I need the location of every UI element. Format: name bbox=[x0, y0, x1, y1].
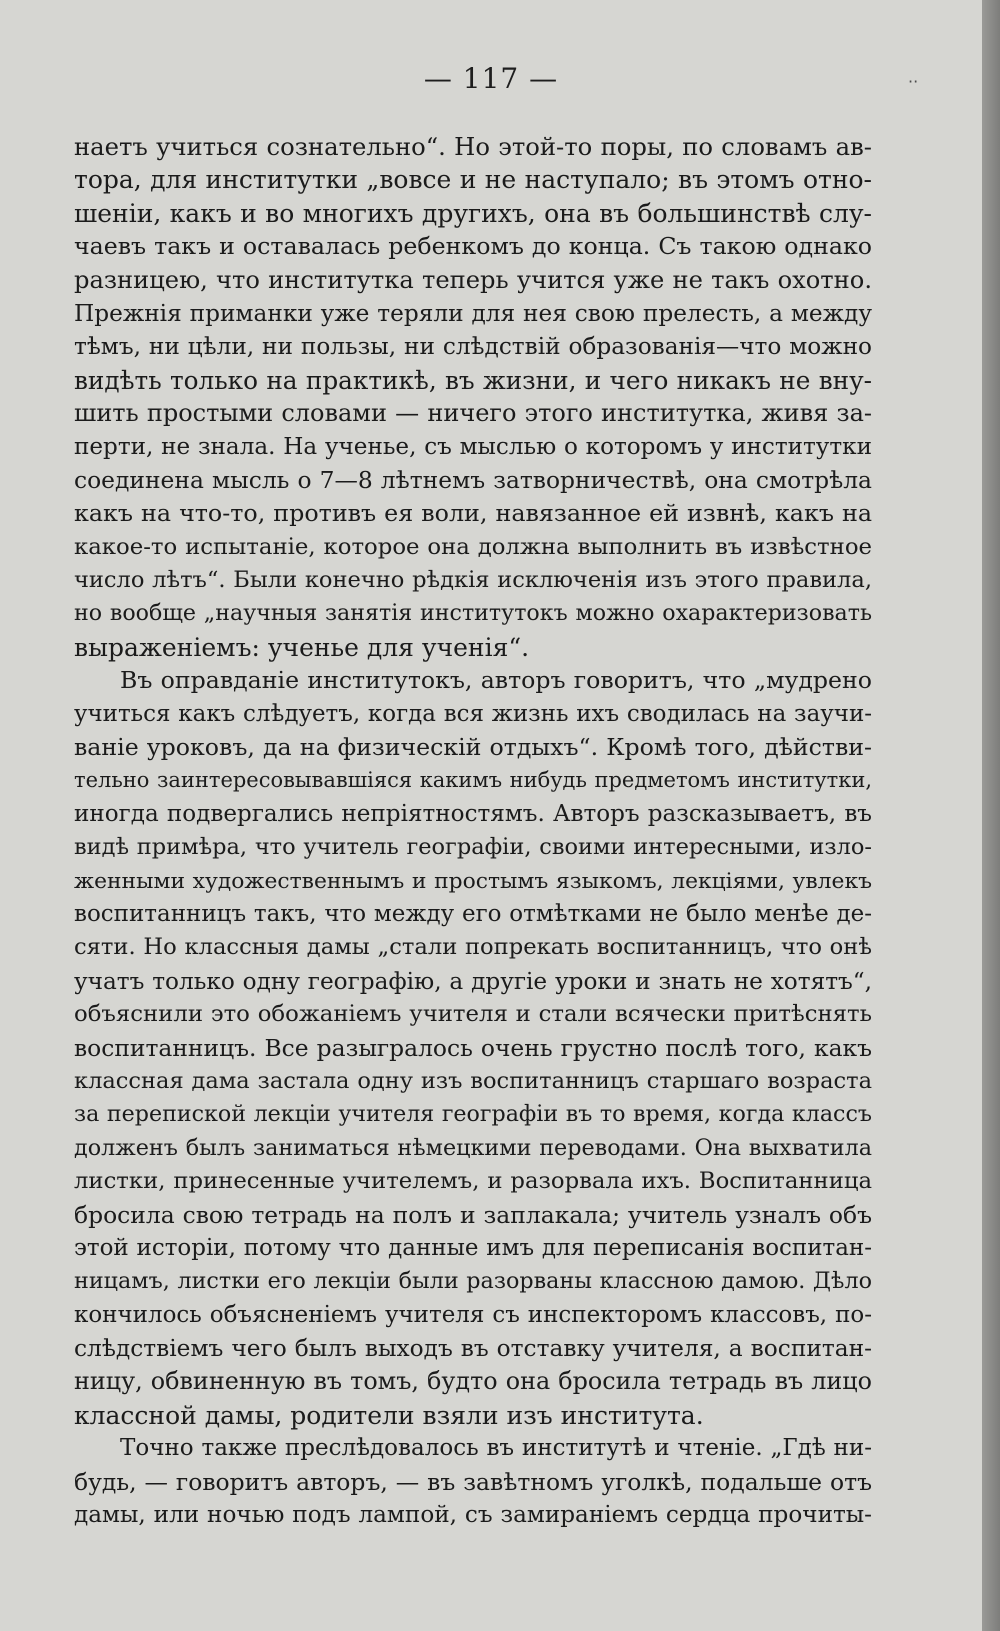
text-line: тѣмъ, ни цѣли, ни пользы, ни слѣдствій образованія—что можно bbox=[74, 333, 872, 361]
text-line: слѣдствіемъ чего былъ выходъ въ отставку учителя, а воспитан- bbox=[74, 1335, 872, 1363]
text-line: ницу, обвиненную въ томъ, будто она бросила тетрадь въ лицо bbox=[74, 1367, 872, 1396]
text-line: за перепиской лекціи учителя географіи въ то время, когда классъ bbox=[74, 1101, 872, 1128]
text-line: долженъ былъ заниматься нѣмецкими переводами. Она выхватила bbox=[74, 1134, 872, 1161]
text-line: учатъ только одну географію, а другіе уроки и знать не хотятъ“, bbox=[74, 967, 872, 995]
text-line: Точно также преслѣдовалось въ институтѣ и чтеніе. „Гдѣ ни- bbox=[120, 1435, 872, 1462]
text-line: число лѣтъ“. Были конечно рѣдкія исключенія изъ этого правила, bbox=[74, 567, 872, 594]
text-line: листки, принесенные учителемъ, и разорвала ихъ. Воспитанница bbox=[74, 1168, 872, 1195]
text-line: перти, не знала. На ученье, съ мыслью о которомъ у институтки bbox=[74, 433, 872, 460]
text-line: соединена мысль о 7—8 лѣтнемъ затворничествѣ, она смотрѣла bbox=[74, 465, 872, 494]
text-line: иногда подвергались непріятностямъ. Авторъ разсказываетъ, въ bbox=[74, 800, 872, 827]
text-line: Прежнія приманки уже теряли для нея свою прелесть, а между bbox=[74, 299, 872, 327]
text-line: будь, — говоритъ авторъ, — въ завѣтномъ уголкѣ, подальше отъ bbox=[74, 1467, 872, 1496]
text-line: бросила свою тетрадь на полъ и заплакала; учитель узналъ объ bbox=[74, 1200, 872, 1229]
text-line: видѣть только на практикѣ, въ жизни, и чего никакъ не вну- bbox=[74, 365, 872, 395]
text-line: кончилось объясненіемъ учителя съ инспекторомъ классовъ, по- bbox=[74, 1301, 872, 1328]
text-line: чаевъ такъ и оставалась ребенкомъ до конца. Съ такою однако bbox=[74, 232, 872, 261]
text-line: этой исторіи, потому что данные имъ для переписанія воспитан- bbox=[74, 1234, 872, 1261]
text-line: разницею, что институтка теперь учится уже не такъ охотно. bbox=[74, 265, 872, 294]
text-line: дамы, или ночью подъ лампой, съ замираніемъ сердца прочиты- bbox=[74, 1502, 872, 1529]
text-line: классная дама застала одну изъ воспитанницъ старшаго возраста bbox=[74, 1067, 872, 1094]
text-line: видѣ примѣра, что учитель географіи, своими интересными, изло- bbox=[74, 834, 872, 861]
text-line: тельно заинтересовывавшіяся какимъ нибудь предметомъ институтки, bbox=[74, 768, 872, 793]
text-line: какое-то испытаніе, которое она должна выполнить въ извѣстное bbox=[74, 533, 872, 560]
text-line: тора, для институтки „вовсе и не наступало; въ этомъ отно- bbox=[74, 165, 872, 195]
text-line: шеніи, какъ и во многихъ другихъ, она въ большинствѣ слу- bbox=[74, 198, 872, 228]
page-edge bbox=[982, 0, 1000, 1631]
text-line: воспитанницъ. Все разыгралось очень грустно послѣ того, какъ bbox=[74, 1033, 872, 1062]
text-line: шить простыми словами — ничего этого институтка, живя за- bbox=[74, 399, 872, 428]
text-line: ваніе уроковъ, да на физическій отдыхъ“. Кромѣ того, дѣйстви- bbox=[74, 733, 872, 762]
text-line: классной дамы, родители взяли изъ института. bbox=[74, 1400, 704, 1430]
text-line: объяснили это обожаніемъ учителя и стали всячески притѣснять bbox=[74, 1001, 872, 1028]
text-line: сяти. Но классныя дамы „стали попрекать воспитанницъ, что онѣ bbox=[74, 934, 872, 961]
text-line: учиться какъ слѣдуетъ, когда вся жизнь ихъ сводилась на заучи- bbox=[74, 700, 872, 727]
margin-speck: ·· bbox=[908, 72, 919, 91]
text-line: но вообще „научныя занятія институтокъ можно охарактеризовать bbox=[74, 600, 872, 627]
page-number: — 117 — bbox=[423, 62, 559, 95]
text-line: выраженіемъ: ученье для ученія“. bbox=[74, 632, 530, 662]
text-line: Въ оправданіе институтокъ, авторъ говоритъ, что „мудрено bbox=[120, 666, 872, 695]
text-line: какъ на что-то, противъ ея воли, навязанное ей извнѣ, какъ на bbox=[74, 499, 872, 528]
text-line: ницамъ, листки его лекціи были разорваны классною дамою. Дѣло bbox=[74, 1268, 872, 1295]
text-line: наетъ учиться сознательно“. Но этой-то поры, по словамъ ав- bbox=[74, 132, 872, 161]
text-line: воспитанницъ такъ, что между его отмѣтками не было менѣе де- bbox=[74, 900, 872, 927]
text-line: женными художественнымъ и простымъ языкомъ, лекціями, увлекъ bbox=[74, 868, 872, 894]
body-text bbox=[74, 130, 872, 1532]
